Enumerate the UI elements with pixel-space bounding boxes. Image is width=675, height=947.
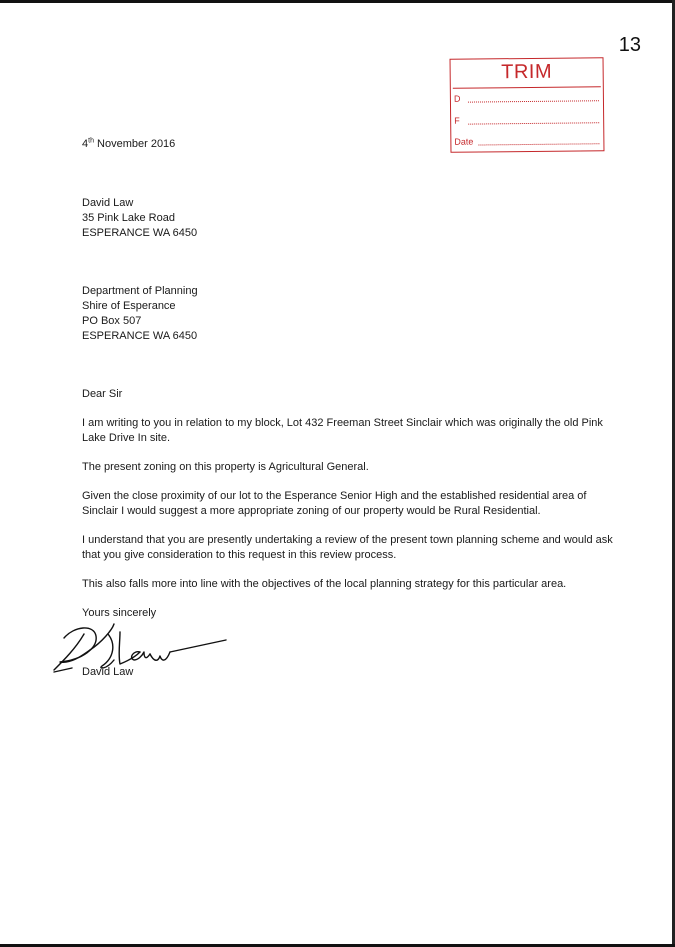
closing: Yours sincerely — [82, 607, 157, 619]
sender-address — [82, 196, 197, 241]
scan-edge-top — [0, 0, 675, 3]
date-suffix: th — [88, 137, 94, 145]
trim-stamp — [450, 57, 605, 153]
page-number: 13 — [618, 34, 641, 56]
letter-date — [82, 137, 175, 152]
recipient-department: Department of Planning — [82, 285, 198, 297]
salutation: Dear Sir — [82, 388, 123, 400]
stamp-row-date — [454, 131, 599, 147]
stamp-label-d: D — [453, 93, 461, 104]
sender-name: David Law — [82, 197, 134, 209]
body-paragraph: I am writing to you in relation to my block, Lot 432 Freeman Street Sinclair which was originally the old Pink Lake Drive In site. — [82, 417, 603, 444]
stamp-line-d — [468, 100, 599, 102]
stamp-line-date — [478, 143, 599, 145]
stamp-row-d — [454, 88, 599, 104]
body-paragraph: This also falls more into line with the objectives of the local planning strategy for this particular area. — [82, 578, 567, 590]
stamp-line-f — [468, 122, 599, 124]
handwritten-signature — [50, 620, 230, 678]
stamp-row-f — [454, 110, 599, 126]
body-paragraph: I understand that you are presently undertaking a review of the present town planning scheme and would ask that you give consideration to this request in this review process. — [82, 534, 613, 561]
date-day: 4 — [82, 138, 89, 150]
recipient-po-box: PO Box 507 — [82, 315, 142, 327]
recipient-address — [82, 284, 198, 344]
sender-town: ESPERANCE WA 6450 — [82, 227, 198, 239]
stamp-label-date: Date — [454, 136, 474, 147]
stamp-title: TRIM — [501, 60, 553, 84]
signature-name: David Law — [82, 666, 134, 678]
stamp-label-f: F — [454, 115, 460, 126]
body-paragraph: Given the close proximity of our lot to the Esperance Senior High and the established residential area of Sinclair I would suggest a more appropriate zoning of our property would be Rural Residential. — [82, 490, 587, 517]
sender-street: 35 Pink Lake Road — [82, 212, 175, 224]
body-paragraph: The present zoning on this property is Agricultural General. — [82, 461, 369, 473]
recipient-town: ESPERANCE WA 6450 — [82, 330, 198, 342]
recipient-shire: Shire of Esperance — [82, 300, 176, 312]
date-month-year: November 2016 — [93, 138, 176, 150]
